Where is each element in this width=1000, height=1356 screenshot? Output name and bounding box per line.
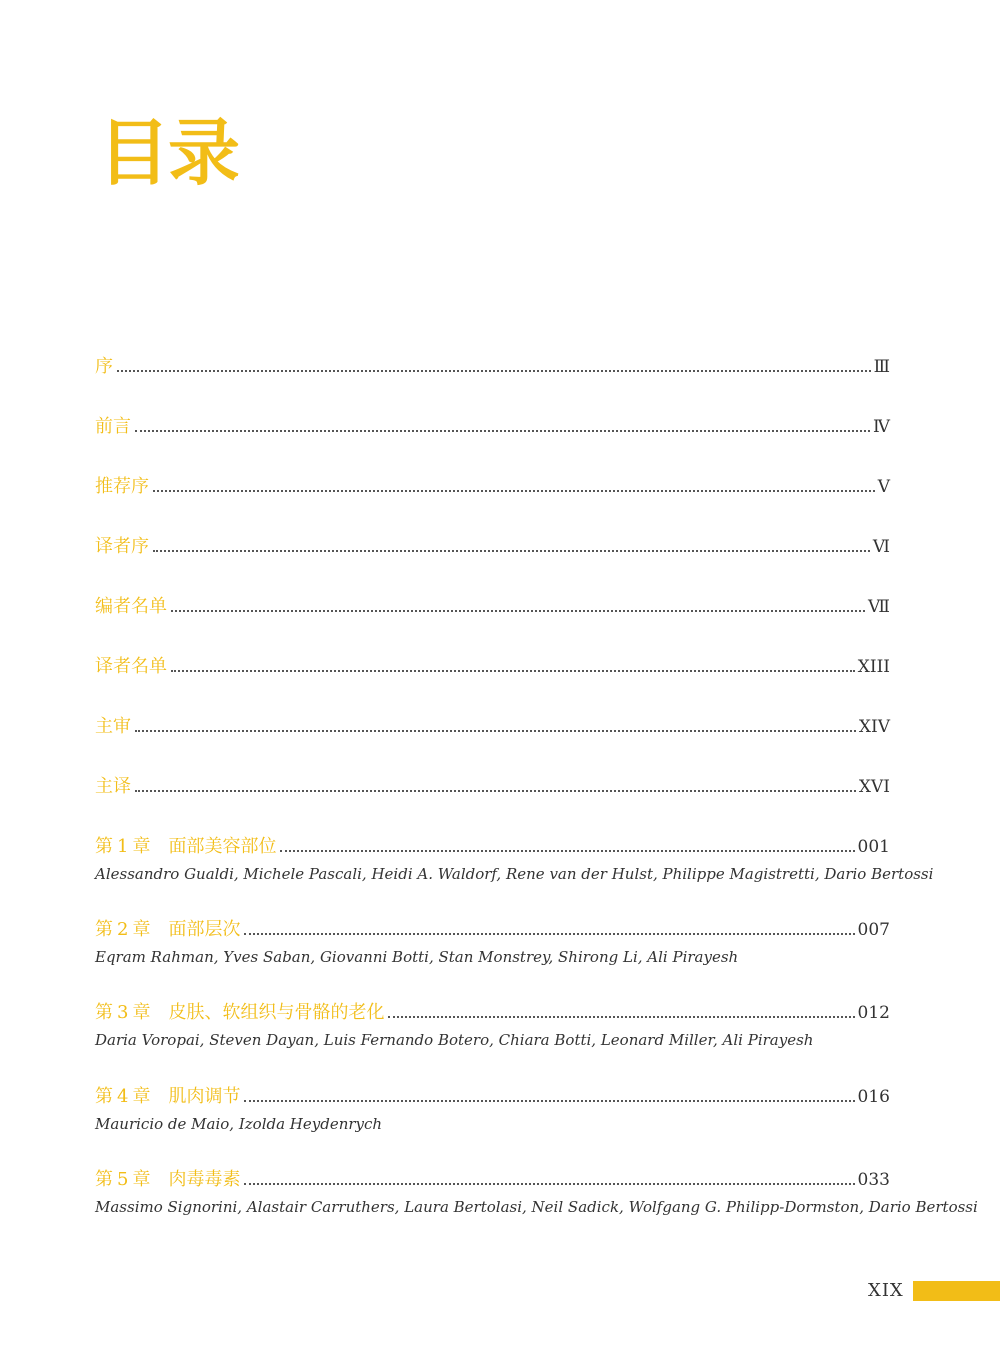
chapter-authors: Daria Voropai, Steven Dayan, Luis Fernando Botero, Chiara Botti, Leonard Miller, Ali Pirayesh: [95, 1031, 814, 1049]
chapter-authors: Alessandro Gualdi, Michele Pascali, Heidi A. Waldorf, Rene van der Hulst, Philippe Magistretti, Dario Bertossi: [95, 865, 934, 883]
chapter-prefix: 第: [95, 919, 113, 940]
toc-entry-page: Ⅴ: [877, 477, 890, 497]
toc-entry-page: 007: [857, 920, 890, 940]
toc-chapter-1[interactable]: [95, 831, 890, 859]
chapter-heading: [95, 1085, 240, 1109]
dot-leader: [244, 1100, 854, 1102]
toc-chapter-4[interactable]: [95, 1081, 890, 1109]
chapter-prefix: 第: [95, 1002, 113, 1023]
toc-chapter-5[interactable]: [95, 1164, 890, 1192]
toc-entry-page: Ⅵ: [872, 537, 890, 557]
toc-entry-translator-preface[interactable]: [95, 531, 890, 559]
toc-entry-page: 001: [857, 837, 890, 857]
footer-page-number: XIX: [868, 1280, 904, 1301]
dot-leader: [153, 550, 870, 552]
chapter-authors: Mauricio de Maio, Izolda Heydenrych: [95, 1115, 383, 1133]
chapter-suffix: 章: [132, 1002, 151, 1023]
toc-entry-page: 016: [857, 1087, 890, 1107]
chapter-title: 肌肉调节: [168, 1086, 241, 1107]
toc-entry-preface[interactable]: [95, 351, 890, 379]
chapter-prefix: 第: [95, 836, 113, 857]
chapter-title: 面部美容部位: [168, 836, 277, 857]
toc-entry-label: 前言: [95, 416, 131, 437]
toc-entry-editors-list[interactable]: [95, 591, 890, 619]
dot-leader: [135, 790, 856, 792]
toc-entry-page: Ⅳ: [873, 417, 890, 437]
dot-leader: [153, 490, 875, 492]
dot-leader: [135, 430, 870, 432]
chapter-title: 肉毒毒素: [168, 1169, 241, 1190]
dot-leader: [388, 1016, 854, 1018]
chapter-heading: [95, 1168, 240, 1192]
toc-entry-label: 推荐序: [95, 476, 149, 497]
page-title: 目录: [98, 111, 239, 195]
toc-entry-chief-reviewer[interactable]: [95, 711, 890, 739]
chapter-authors: Massimo Signorini, Alastair Carruthers, Laura Bertolasi, Neil Sadick, Wolfgang G. Philipp-Dormston, Dario Bertossi: [95, 1198, 978, 1216]
chapter-suffix: 章: [132, 919, 151, 940]
toc-entry-label: 编者名单: [95, 596, 167, 617]
toc-entry-translators-list[interactable]: [95, 651, 890, 679]
dot-leader: [135, 730, 856, 732]
chapter-number: 2: [117, 919, 129, 940]
toc-entry-page: Ⅶ: [868, 597, 890, 617]
dot-leader: [171, 610, 865, 612]
toc-chapter-3[interactable]: [95, 997, 890, 1025]
chapter-suffix: 章: [132, 1169, 151, 1190]
toc-entry-label: 译者序: [95, 536, 149, 557]
chapter-heading: [95, 918, 240, 942]
toc-entry-recommendation-preface[interactable]: [95, 471, 890, 499]
chapter-heading: [95, 835, 276, 859]
dot-leader: [244, 1183, 854, 1185]
chapter-title: 皮肤、软组织与骨骼的老化: [168, 1002, 385, 1023]
toc-entry-page: 033: [857, 1170, 890, 1190]
chapter-prefix: 第: [95, 1086, 113, 1107]
chapter-authors: Eqram Rahman, Yves Saban, Giovanni Botti, Stan Monstrey, Shirong Li, Ali Pirayesh: [95, 948, 739, 966]
toc-entry-label: 主译: [95, 776, 131, 797]
footer-accent-bar: [913, 1281, 1000, 1301]
dot-leader: [244, 933, 854, 935]
toc-entry-page: XIV: [858, 717, 890, 737]
dot-leader: [117, 370, 871, 372]
chapter-number: 5: [117, 1169, 129, 1190]
toc-entry-page: Ⅲ: [873, 357, 890, 377]
chapter-number: 4: [117, 1086, 129, 1107]
dot-leader: [171, 670, 855, 672]
chapter-number: 3: [117, 1002, 129, 1023]
toc-entry-chief-translator[interactable]: [95, 771, 890, 799]
toc-entry-page: XVI: [858, 777, 890, 797]
toc-entry-page: 012: [857, 1003, 890, 1023]
toc-chapter-2[interactable]: [95, 914, 890, 942]
chapter-title: 面部层次: [168, 919, 241, 940]
chapter-heading: [95, 1001, 384, 1025]
toc-entry-label: 主审: [95, 716, 131, 737]
toc-entry-foreword[interactable]: [95, 411, 890, 439]
chapter-suffix: 章: [132, 836, 151, 857]
chapter-suffix: 章: [132, 1086, 151, 1107]
toc-entry-label: 序: [95, 356, 113, 377]
chapter-number: 1: [117, 836, 129, 857]
toc-entry-page: XIII: [857, 657, 890, 677]
dot-leader: [280, 850, 854, 852]
toc-entry-label: 译者名单: [95, 656, 167, 677]
chapter-prefix: 第: [95, 1169, 113, 1190]
